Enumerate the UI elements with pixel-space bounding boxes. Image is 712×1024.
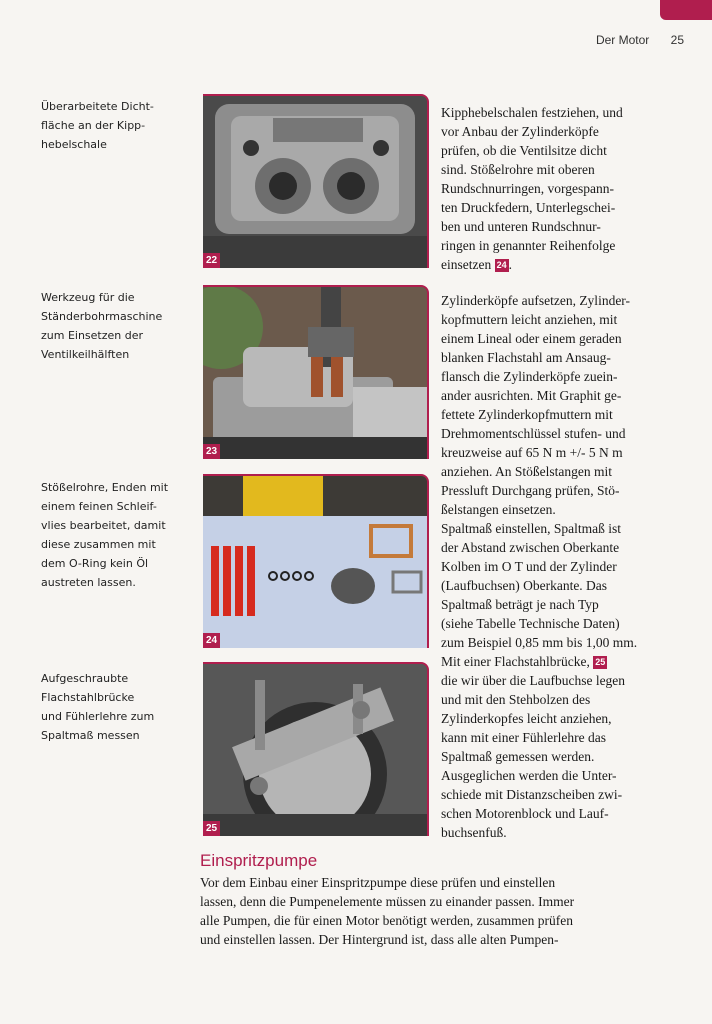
text-line: ringen in genannter Reihenfolge	[441, 238, 616, 253]
text-line	[441, 652, 673, 671]
pushrod-tubes-illustration	[203, 476, 427, 648]
text-line: schen Motorenblock und Lauf-	[441, 806, 609, 821]
text-line: prüfen, ob die Ventilsitze dicht	[441, 143, 607, 158]
text-line: kopfmuttern leicht anziehen, mit	[441, 312, 618, 327]
text-line: ander ausrichten. Mit Graphit ge-	[441, 388, 622, 403]
caption-line: fläche an der Kipp-	[41, 119, 146, 132]
text-line: kreuzweise auf 65 N m +/- 5 N m	[441, 445, 623, 460]
text-line: lassen, denn die Pumpenelemente müssen zu einander passen. Immer	[200, 894, 575, 909]
section-heading: Einspritzpumpe	[200, 851, 318, 870]
text-line: (siehe Tabelle Technische Daten)	[441, 616, 620, 631]
text-line: flansch die Zylinderköpfe zuein-	[441, 369, 618, 384]
text-line: anziehen. An Stößelstangen mit	[441, 464, 612, 479]
photo-25	[203, 662, 429, 836]
text-line: der Abstand zwischen Oberkante	[441, 540, 620, 555]
text-line: blanken Flachstahl am Ansaug-	[441, 350, 611, 365]
text-line: schiede mit Distanzscheiben zwi-	[441, 787, 623, 802]
text-line: einem Lineal oder einem geraden	[441, 331, 622, 346]
figure-ref-24[interactable]: 24	[496, 260, 507, 270]
text-fragment: .	[508, 257, 512, 272]
text-line: fettete Zylinderkopfmuttern mit	[441, 407, 613, 422]
cylinder-head-illustration	[203, 287, 427, 459]
text-line: Zylinderkopfes leicht anziehen,	[441, 711, 612, 726]
text-line: Vor dem Einbau einer Einspritzpumpe diese prüfen und einstellen	[200, 875, 556, 890]
figure-number-badge: 23	[203, 444, 220, 459]
text-line: Rundschnurringen, vorgespann-	[441, 181, 614, 196]
text-line: ßelstangen einsetzen.	[441, 502, 556, 517]
caption-line: Überarbeitete Dicht-	[41, 100, 154, 113]
text-line	[441, 255, 673, 274]
text-line: buchsenfuß.	[441, 825, 507, 840]
page-header	[596, 33, 684, 47]
paragraph-kipphebel	[441, 103, 673, 274]
figure-number-badge: 22	[203, 253, 220, 268]
figure-number-badge: 25	[203, 821, 220, 836]
caption-line: vlies bearbeitet, damit	[41, 519, 166, 532]
caption-line: Stößelrohre, Enden mit	[41, 481, 169, 494]
text-line: kann mit einer Fühlerlehre das	[441, 730, 606, 745]
caption-line: Spaltmaß messen	[41, 729, 140, 742]
caption-line: diese zusammen mit	[41, 538, 156, 551]
photo-22	[203, 94, 429, 268]
text-line: Spaltmaß gemessen werden.	[441, 749, 595, 764]
text-line: zum Beispiel 0,85 mm bis 1,00 mm.	[441, 635, 638, 650]
section-paragraph	[200, 873, 670, 949]
paragraph-zylinderkoepfe	[441, 291, 673, 842]
text-line: Drehmomentschlüssel stufen- und	[441, 426, 626, 441]
text-line: ben und unteren Rundschnur-	[441, 219, 601, 234]
text-line: und einstellen lassen. Der Hintergrund ist, dass alle alten Pumpen-	[200, 932, 559, 947]
text-line: und mit den Stehbolzen des	[441, 692, 591, 707]
text-line: Spaltmaß einstellen, Spaltmaß ist	[441, 521, 621, 536]
caption-24	[41, 478, 191, 592]
caption-line: Flachstahlbrücke	[41, 691, 135, 704]
photo-23	[203, 285, 429, 459]
caption-line: Ständerbohrmaschine	[41, 310, 163, 323]
text-fragment: einsetzen	[441, 257, 492, 272]
rocker-cover-illustration	[203, 96, 427, 268]
caption-line: Werkzeug für die	[41, 291, 135, 304]
page-number: 25	[670, 33, 684, 47]
text-line: (Laufbuchsen) Oberkante. Das	[441, 578, 608, 593]
text-line: Kipphebelschalen festziehen, und	[441, 105, 623, 120]
figure-number-badge: 24	[203, 633, 220, 648]
chapter-tab	[660, 0, 712, 20]
caption-25	[41, 669, 191, 745]
spaltmass-bridge-illustration	[203, 664, 427, 836]
text-fragment: Mit einer Flachstahlbrücke,	[441, 654, 590, 669]
text-line: Spaltmaß beträgt je nach Typ	[441, 597, 599, 612]
caption-line: Ventilkeilhälften	[41, 348, 130, 361]
figure-ref-25[interactable]: 25	[595, 657, 606, 667]
text-line: Pressluft Durchgang prüfen, Stö-	[441, 483, 620, 498]
text-line: ten Druckfedern, Unterlegschei-	[441, 200, 616, 215]
text-line: Zylinderköpfe aufsetzen, Zylinder-	[441, 293, 631, 308]
text-line: alle Pumpen, die für einen Motor benötigt werden, zusammen prüfen	[200, 913, 574, 928]
text-line: Kolben im O T und der Zylinder	[441, 559, 617, 574]
photo-24	[203, 474, 429, 648]
caption-22	[41, 97, 191, 154]
caption-line: einem feinen Schleif-	[41, 500, 157, 513]
text-line: sind. Stößelrohre mit oberen	[441, 162, 595, 177]
caption-line: austreten lassen.	[41, 576, 136, 589]
caption-line: zum Einsetzen der	[41, 329, 144, 342]
caption-line: und Fühlerlehre zum	[41, 710, 155, 723]
caption-line: Aufgeschraubte	[41, 672, 129, 685]
caption-23	[41, 288, 191, 364]
caption-line: dem O-Ring kein Öl	[41, 557, 149, 570]
text-line: die wir über die Laufbuchse legen	[441, 673, 626, 688]
text-line: vor Anbau der Zylinderköpfe	[441, 124, 599, 139]
running-head: Der Motor	[595, 33, 650, 47]
caption-line: hebelschale	[41, 138, 107, 151]
text-line: Ausgeglichen werden die Unter-	[441, 768, 617, 783]
